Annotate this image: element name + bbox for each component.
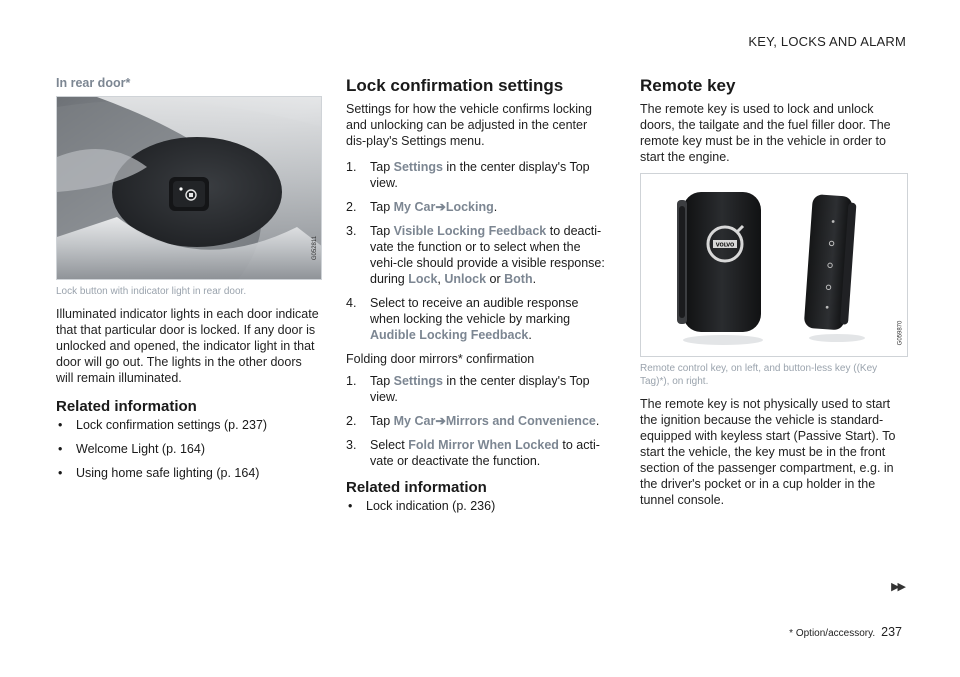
folding-mirrors-title: Folding door mirrors* confirmation <box>346 351 535 366</box>
page-number: 237 <box>881 625 902 639</box>
next-page-icon: ▶▶ <box>891 581 904 593</box>
lock-confirmation-steps <box>346 159 608 343</box>
remote-key-illustration <box>641 174 908 357</box>
related-information-heading: Related information <box>346 478 487 496</box>
figure-code: G052811 <box>311 235 318 261</box>
remote-key-heading: Remote key <box>640 76 736 95</box>
option-accessory-note: * Option/accessory. <box>789 628 876 639</box>
step: 3. Select Fold Mirror When Locked to acti-vate or deactivate the function. <box>346 437 600 468</box>
door-lock-figure <box>56 96 322 280</box>
menu-fold-mirror-when-locked: Fold Mirror When Locked <box>408 437 559 452</box>
menu-visible-locking-feedback: Visible Locking Feedback <box>393 223 547 238</box>
menu-settings: Settings <box>393 373 443 388</box>
figure-code: G059870 <box>897 320 904 346</box>
related-information-heading: Related information <box>56 398 197 415</box>
remote-key-intro: The remote key is used to lock and unlock doors, the tailgate and the fuel filler door. The remote key must be in the vehicle in order to start the engine. <box>640 101 891 164</box>
related-link[interactable]: • Lock indication (p. 236) <box>348 498 496 513</box>
lock-confirmation-intro: Settings for how the vehicle confirms locking and unlocking can be adjusted in the center dis-play's Settings menu. <box>346 101 592 148</box>
page-footer <box>789 625 902 639</box>
indicator-light-description: Illuminated indicator lights in each door indicate that that particular door is locked. If any door is unlocked and opened, the indicator light in that door will go out. The lights in the other doors will remain illuminated. <box>56 307 319 385</box>
related-information-list <box>56 417 322 481</box>
step: 1. Tap Settings in the center display's Top view. <box>346 159 590 190</box>
related-link[interactable]: • Welcome Light (p. 164) <box>58 442 205 457</box>
arrow-right-icon: ➔ <box>435 413 446 428</box>
figure-caption: Lock button with indicator light in rear door. <box>56 286 247 297</box>
remote-key-description: The remote key is not physically used to start the ignition because the vehicle is standard-equipped with keyless start (Passive Start). To start the vehicle, the key must be in the front section of the passenger compartment, e.g. in the driver's pocket or in a cup holder in the tunnel console. <box>640 396 896 507</box>
door-handle-illustration <box>57 97 322 280</box>
menu-settings: Settings <box>393 159 443 174</box>
related-link[interactable]: • Lock confirmation settings (p. 237) <box>58 418 268 433</box>
column-lock-confirmation <box>346 76 608 522</box>
menu-my-car: My Car <box>393 199 436 214</box>
remote-key-figure <box>640 173 908 357</box>
column-rear-door <box>56 76 322 489</box>
menu-my-car: My Car <box>393 413 436 428</box>
step: 2. Tap My Car➔Locking. <box>346 199 498 214</box>
figure-caption: Remote control key, on left, and button-less key ((Key Tag)*), on right. <box>640 362 878 387</box>
lock-confirmation-heading: Lock confirmation settings <box>346 76 564 95</box>
folding-mirrors-steps <box>346 373 608 469</box>
step: 3. Tap Visible Locking Feedback to deacti-vate the function or to select when the vehi-cle should provide a visible response: during Lock, Unlock or Both. <box>346 223 605 286</box>
column-remote-key <box>640 76 908 508</box>
svg-text:VOLVO: VOLVO <box>715 242 735 249</box>
related-link[interactable]: • Using home safe lighting (p. 164) <box>58 466 260 481</box>
step: 2. Tap My Car➔Mirrors and Convenience. <box>346 413 600 428</box>
menu-mirrors-and-convenience: Mirrors and Convenience <box>445 413 596 428</box>
menu-locking: Locking <box>445 199 494 214</box>
related-information-list <box>346 498 608 514</box>
step: 1. Tap Settings in the center display's Top view. <box>346 373 590 404</box>
subheading-rear-door: In rear door* <box>56 76 131 90</box>
menu-audible-locking-feedback: Audible Locking Feedback <box>370 327 529 342</box>
arrow-right-icon: ➔ <box>435 199 446 214</box>
step: 4. Select to receive an audible response when locking the vehicle by marking Audible Locking Feedback. <box>346 295 579 342</box>
option-lock: Lock <box>408 271 438 286</box>
option-both: Both <box>504 271 533 286</box>
option-unlock: Unlock <box>444 271 487 286</box>
page-header-title: KEY, LOCKS AND ALARM <box>748 34 906 49</box>
